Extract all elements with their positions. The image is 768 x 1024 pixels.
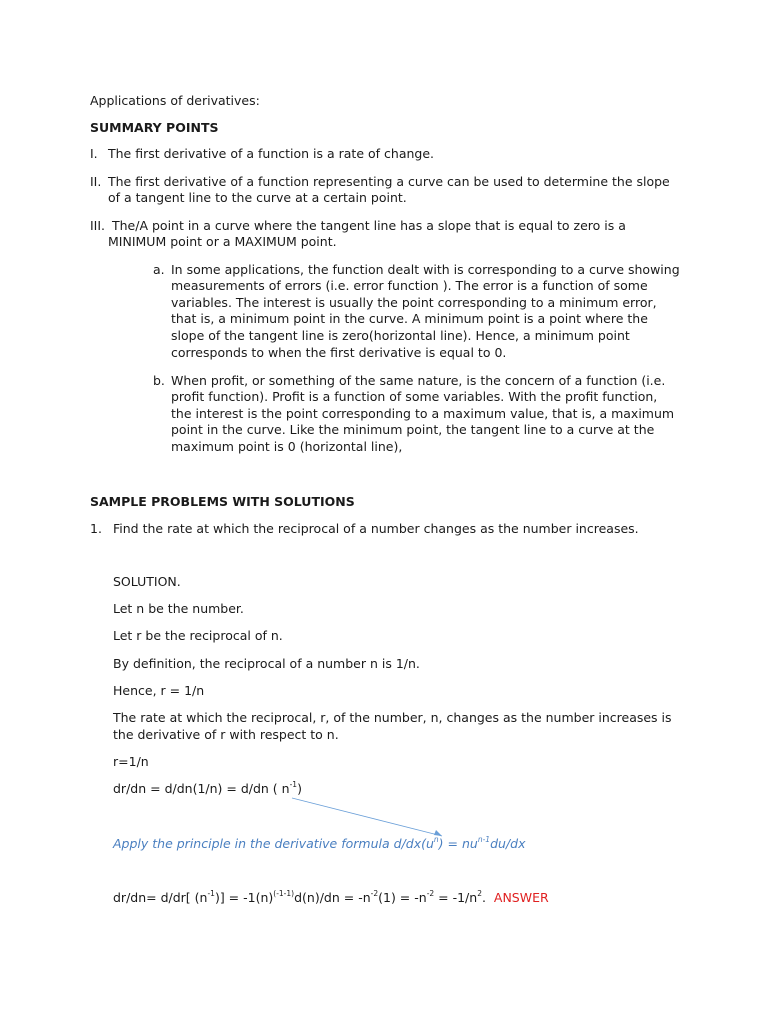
answer-label: ANSWER xyxy=(493,890,549,905)
summary-item-line: of a tangent line to the curve at a certain point. xyxy=(108,190,407,205)
subitem-line: When profit, or something of the same nature, is the concern of a function (i.e. xyxy=(171,373,666,388)
problem-number: 1. xyxy=(90,521,102,536)
solution-step: By definition, the reciprocal of a number n is 1/n. xyxy=(113,656,420,671)
summary-item-label: II. xyxy=(90,174,102,189)
summary-item-label: I. xyxy=(90,146,98,161)
problem-text: Find the rate at which the reciprocal of a number changes as the number increases. xyxy=(113,521,639,536)
samples-title: SAMPLE PROBLEMS WITH SOLUTIONS xyxy=(90,494,355,509)
solution-step: Let n be the number. xyxy=(113,601,244,616)
equation-r: r=1/n xyxy=(113,754,149,769)
subitem-line: point in the curve. Like the minimum point, the tangent line to a curve at the xyxy=(171,422,655,437)
summary-title: SUMMARY POINTS xyxy=(90,120,219,135)
subitem-line: In some applications, the function dealt with is corresponding to a curve showing xyxy=(171,262,680,277)
summary-item-line: The first derivative of a function representing a curve can be used to determine the slope xyxy=(108,174,670,189)
subitem-line: measurements of errors (i.e. error function ). The error is a function of some xyxy=(171,278,648,293)
subitem-line: profit function). Profit is a function of some variables. With the profit function, xyxy=(171,389,658,404)
subitem-line: variables. The interest is usually the point corresponding to a minimum error, xyxy=(171,295,657,310)
summary-item-label: III. xyxy=(90,218,106,233)
formula-note: Apply the principle in the derivative formula $d/dx(u^n) = nu^{n-1}du/dx$ xyxy=(113,834,526,851)
summary-item-line: The first derivative of a function is a rate of change. xyxy=(108,146,434,161)
solution-label: SOLUTION. xyxy=(113,574,181,589)
subitem-line: maximum point is 0 (horizontal line), xyxy=(171,439,403,454)
solution-step: Hence, r = 1/n xyxy=(113,683,205,698)
summary-item-line: MINIMUM point or a MAXIMUM point. xyxy=(108,234,337,249)
subitem-label: b. xyxy=(153,373,165,388)
rate-line: The rate at which the reciprocal, r, of the number, n, changes as the number increases is xyxy=(113,710,672,725)
document-heading: Applications of derivatives: xyxy=(90,93,260,108)
rate-line: the derivative of r with respect to n. xyxy=(113,727,339,742)
subitem-line: slope of the tangent line is zero(horizontal line). Hence, a minimum point xyxy=(171,328,630,343)
final-answer-line: dr/dn= d/dr[ $(n^{-1})] = -1(n)^{(-1-1)}d(n)/dn = -n^{-2}(1) = -n^{-2} = -1/n^2$. ANSWER xyxy=(113,888,549,905)
subitem-line: that is, a minimum point in the curve. A minimum point is a point where the xyxy=(171,311,648,326)
equation-derivative: dr/dn = d/dn(1/n) = d/dn ( $n^{-1}$) xyxy=(113,779,302,796)
solution-step: Let r be the reciprocal of n. xyxy=(113,628,283,643)
subitem-line: corresponds to when the first derivative is equal to 0. xyxy=(171,345,507,360)
subitem-line: the interest is the point corresponding to a maximum value, that is, a maximum xyxy=(171,406,675,421)
summary-item-line: The/A point in a curve where the tangent line has a slope that is equal to zero is a xyxy=(112,218,626,233)
subitem-label: a. xyxy=(153,262,165,277)
